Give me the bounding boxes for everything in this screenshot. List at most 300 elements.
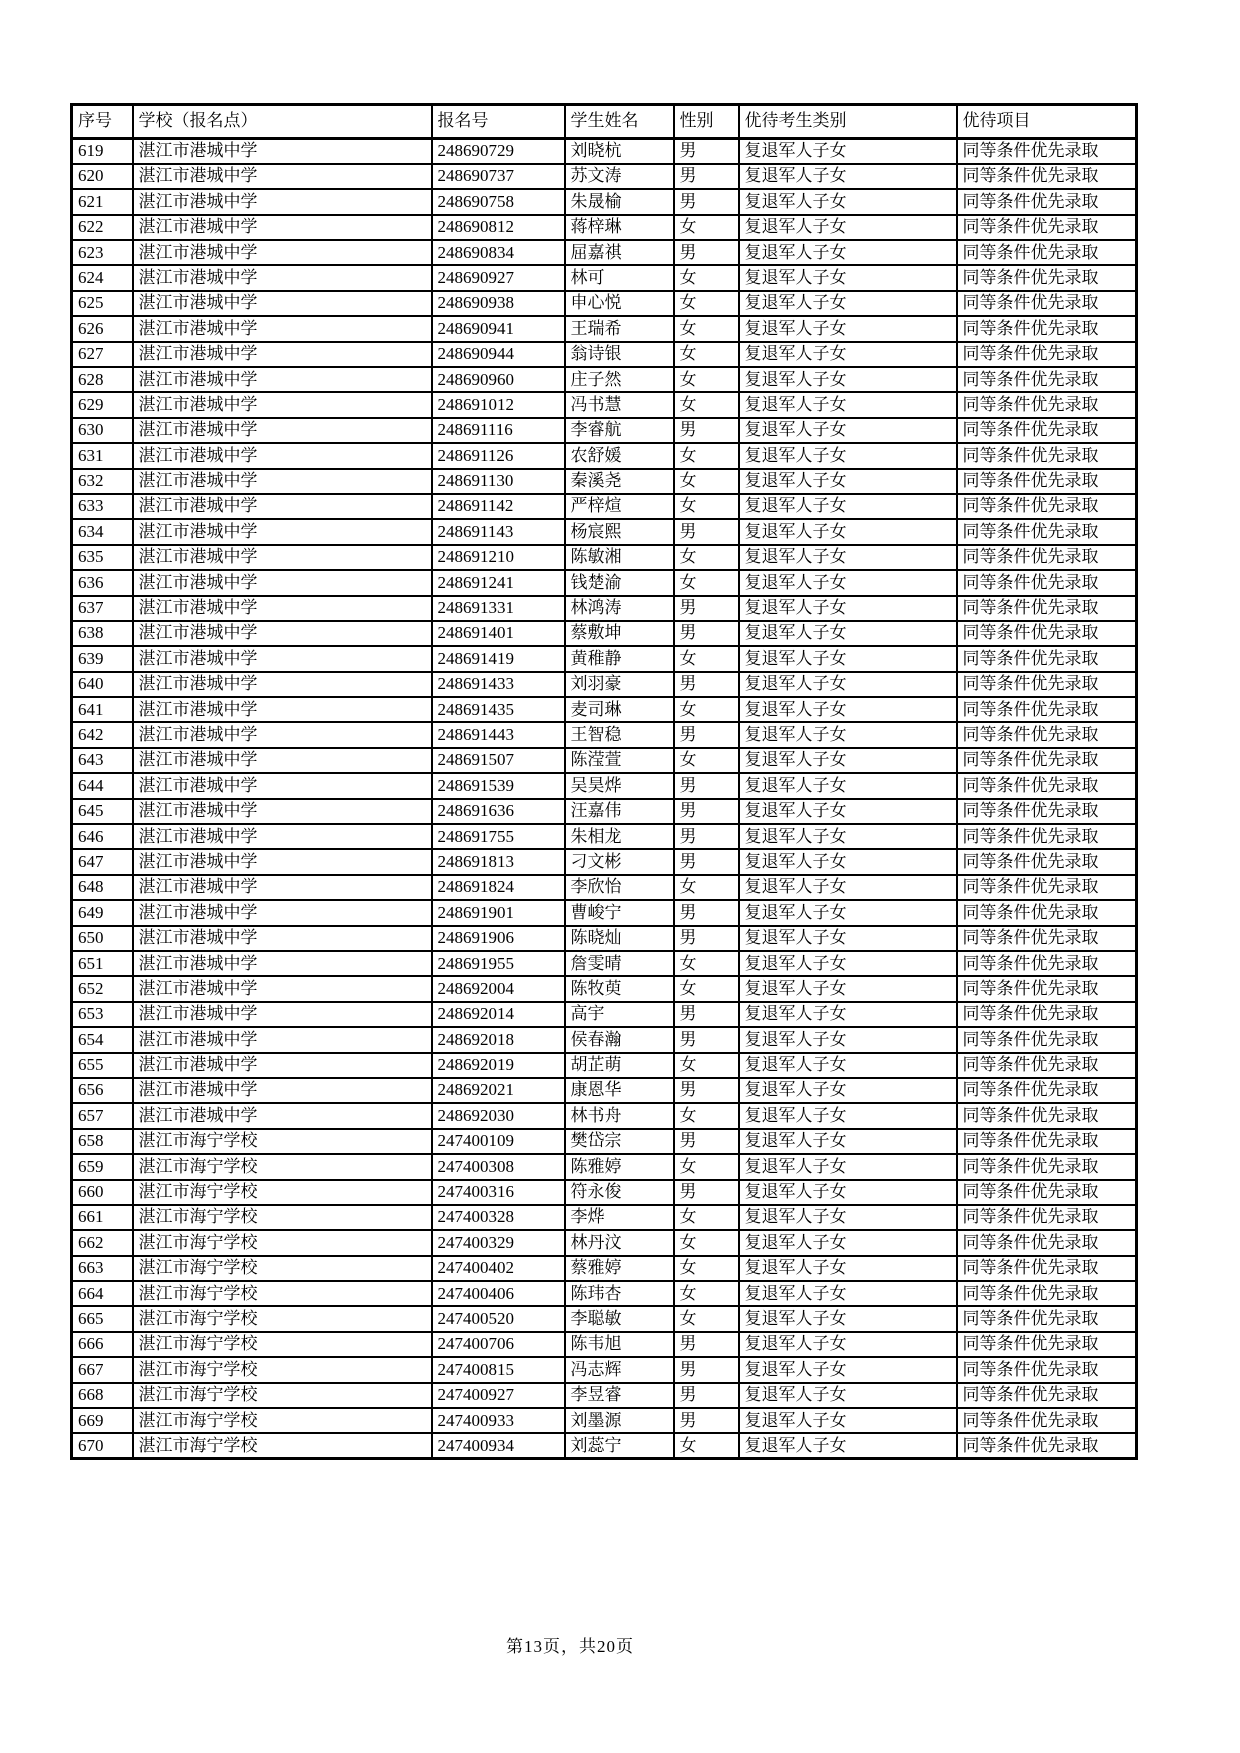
table-cell: 620 [72,164,133,189]
table-row [72,189,1137,214]
table-cell: 湛江市港城中学 [133,1002,432,1027]
table-cell: 陈玮杏 [565,1281,674,1306]
table-row [72,1103,1137,1128]
table-cell: 同等条件优先录取 [957,672,1137,697]
table-cell: 男 [674,1357,739,1382]
table-cell: 湛江市港城中学 [133,1103,432,1128]
table-cell: 朱相龙 [565,824,674,849]
table-cell: 符永俊 [565,1180,674,1205]
table-cell: 曹峻宁 [565,900,674,925]
table-row [72,443,1137,468]
table-row [72,570,1137,595]
table-cell: 申心悦 [565,291,674,316]
table-cell: 湛江市海宁学校 [133,1230,432,1255]
table-cell: 同等条件优先录取 [957,1129,1137,1154]
table-cell: 男 [674,900,739,925]
table-cell: 623 [72,240,133,265]
table-cell: 复退军人子女 [739,900,957,925]
table-cell: 男 [674,596,739,621]
table-cell: 女 [674,215,739,240]
table-cell: 湛江市港城中学 [133,342,432,367]
table-cell: 湛江市港城中学 [133,697,432,722]
table-cell: 248691126 [432,443,565,468]
table-cell: 248690834 [432,240,565,265]
table-cell: 女 [674,342,739,367]
table-cell: 同等条件优先录取 [957,392,1137,417]
table-cell: 659 [72,1154,133,1179]
table-cell: 247400329 [432,1230,565,1255]
col-header-student-name: 学生姓名 [565,105,674,139]
table-cell: 复退军人子女 [739,1408,957,1433]
table-cell: 陈敏湘 [565,545,674,570]
table-cell: 湛江市港城中学 [133,722,432,747]
table-cell: 248691142 [432,494,565,519]
table-cell: 湛江市港城中学 [133,926,432,951]
table-row [72,799,1137,824]
table-cell: 女 [674,951,739,976]
table-cell: 247400109 [432,1129,565,1154]
table-cell: 248691241 [432,570,565,595]
table-cell: 同等条件优先录取 [957,849,1137,874]
table-cell: 农舒媛 [565,443,674,468]
table-cell: 男 [674,1129,739,1154]
table-cell: 同等条件优先录取 [957,748,1137,773]
table-row [72,976,1137,1001]
table-cell: 湛江市港城中学 [133,215,432,240]
table-row [72,215,1137,240]
table-cell: 655 [72,1053,133,1078]
table-cell: 翁诗银 [565,342,674,367]
table-row [72,469,1137,494]
table-cell: 247400520 [432,1306,565,1331]
table-cell: 女 [674,367,739,392]
table-cell: 复退军人子女 [739,672,957,697]
table-cell: 男 [674,722,739,747]
table-cell: 同等条件优先录取 [957,824,1137,849]
table-cell: 662 [72,1230,133,1255]
table-cell: 同等条件优先录取 [957,1205,1137,1230]
table-cell: 女 [674,1256,739,1281]
table-cell: 蔡雅婷 [565,1256,674,1281]
table-cell: 654 [72,1027,133,1052]
table-cell: 湛江市港城中学 [133,773,432,798]
table-cell: 同等条件优先录取 [957,139,1137,164]
table-cell: 复退军人子女 [739,773,957,798]
table-cell: 634 [72,519,133,544]
table-cell: 湛江市海宁学校 [133,1383,432,1408]
table-cell: 湛江市海宁学校 [133,1332,432,1357]
table-row [72,1281,1137,1306]
table-cell: 同等条件优先录取 [957,215,1137,240]
table-cell: 同等条件优先录取 [957,951,1137,976]
table-cell: 同等条件优先录取 [957,240,1137,265]
table-cell: 657 [72,1103,133,1128]
table-cell: 复退军人子女 [739,418,957,443]
table-cell: 女 [674,570,739,595]
table-cell: 248691755 [432,824,565,849]
table-cell: 248691116 [432,418,565,443]
table-cell: 湛江市港城中学 [133,621,432,646]
table-cell: 同等条件优先录取 [957,1433,1137,1458]
table-cell: 湛江市港城中学 [133,392,432,417]
table-cell: 湛江市港城中学 [133,139,432,164]
table-row [72,875,1137,900]
table-cell: 女 [674,265,739,290]
table-row [72,164,1137,189]
table-cell: 李聪敏 [565,1306,674,1331]
table-cell: 男 [674,418,739,443]
table-cell: 女 [674,1306,739,1331]
table-cell: 复退军人子女 [739,1027,957,1052]
table-cell: 复退军人子女 [739,1129,957,1154]
table-cell: 630 [72,418,133,443]
table-cell: 同等条件优先录取 [957,1256,1137,1281]
table-cell: 同等条件优先录取 [957,1383,1137,1408]
table-cell: 624 [72,265,133,290]
table-cell: 同等条件优先录取 [957,469,1137,494]
table-cell: 同等条件优先录取 [957,621,1137,646]
table-cell: 复退军人子女 [739,367,957,392]
table-cell: 628 [72,367,133,392]
table-cell: 湛江市港城中学 [133,418,432,443]
table-cell: 男 [674,189,739,214]
table-row [72,519,1137,544]
table-cell: 248692030 [432,1103,565,1128]
table-cell: 656 [72,1078,133,1103]
table-cell: 复退军人子女 [739,291,957,316]
table-cell: 同等条件优先录取 [957,1180,1137,1205]
table-cell: 626 [72,316,133,341]
table-cell: 同等条件优先录取 [957,418,1137,443]
table-cell: 复退军人子女 [739,494,957,519]
table-row [72,494,1137,519]
table-cell: 621 [72,189,133,214]
table-cell: 吴昊烨 [565,773,674,798]
table-cell: 648 [72,875,133,900]
table-cell: 650 [72,926,133,951]
table-cell: 湛江市港城中学 [133,1027,432,1052]
table-cell: 248691435 [432,697,565,722]
table-cell: 湛江市港城中学 [133,265,432,290]
table-cell: 同等条件优先录取 [957,773,1137,798]
table-cell: 复退军人子女 [739,722,957,747]
table-cell: 女 [674,392,739,417]
table-cell: 637 [72,596,133,621]
col-header-gender: 性别 [674,105,739,139]
table-cell: 湛江市海宁学校 [133,1281,432,1306]
table-cell: 复退军人子女 [739,926,957,951]
table-cell: 男 [674,824,739,849]
table-cell: 湛江市港城中学 [133,1078,432,1103]
table-cell: 女 [674,1053,739,1078]
table-cell: 李昱睿 [565,1383,674,1408]
table-cell: 男 [674,799,739,824]
table-cell: 湛江市海宁学校 [133,1205,432,1230]
table-cell: 复退军人子女 [739,1053,957,1078]
table-cell: 复退军人子女 [739,1332,957,1357]
table-cell: 李烨 [565,1205,674,1230]
table-cell: 同等条件优先录取 [957,1306,1137,1331]
table-cell: 248692004 [432,976,565,1001]
table-cell: 湛江市海宁学校 [133,1357,432,1382]
table-row [72,596,1137,621]
table-row [72,672,1137,697]
table-cell: 男 [674,773,739,798]
table-cell: 黄稚静 [565,646,674,671]
table-cell: 667 [72,1357,133,1382]
table-cell: 663 [72,1256,133,1281]
table-cell: 湛江市海宁学校 [133,1154,432,1179]
table-cell: 645 [72,799,133,824]
table-cell: 屈嘉祺 [565,240,674,265]
table-cell: 247400927 [432,1383,565,1408]
table-cell: 女 [674,1230,739,1255]
table-cell: 李睿航 [565,418,674,443]
table-cell: 王智稳 [565,722,674,747]
table-row [72,392,1137,417]
table-cell: 同等条件优先录取 [957,1103,1137,1128]
table-cell: 643 [72,748,133,773]
table-cell: 638 [72,621,133,646]
col-header-school: 学校（报名点） [133,105,432,139]
table-cell: 女 [674,443,739,468]
table-cell: 湛江市港城中学 [133,291,432,316]
table-cell: 639 [72,646,133,671]
table-cell: 男 [674,1383,739,1408]
table-cell: 湛江市海宁学校 [133,1306,432,1331]
table-cell: 蔡敷坤 [565,621,674,646]
table-cell: 同等条件优先录取 [957,189,1137,214]
table-body [72,139,1137,1459]
table-cell: 复退军人子女 [739,1002,957,1027]
table-cell: 248690729 [432,139,565,164]
table-cell: 635 [72,545,133,570]
table-cell: 詹雯晴 [565,951,674,976]
table-cell: 同等条件优先录取 [957,265,1137,290]
table-cell: 248691824 [432,875,565,900]
table-cell: 侯春瀚 [565,1027,674,1052]
table-cell: 刘羽豪 [565,672,674,697]
table-cell: 女 [674,1205,739,1230]
table-cell: 湛江市港城中学 [133,240,432,265]
table-cell: 同等条件优先录取 [957,545,1137,570]
table-cell: 248691813 [432,849,565,874]
table-cell: 李欣怡 [565,875,674,900]
col-header-index: 序号 [72,105,133,139]
table-cell: 女 [674,697,739,722]
table-cell: 248690758 [432,189,565,214]
table-cell: 复退军人子女 [739,519,957,544]
table-cell: 男 [674,849,739,874]
table-row [72,621,1137,646]
table-cell: 复退军人子女 [739,1357,957,1382]
table-cell: 625 [72,291,133,316]
table-cell: 248690812 [432,215,565,240]
table-cell: 652 [72,976,133,1001]
table-row [72,824,1137,849]
table-row [72,342,1137,367]
table-row [72,1129,1137,1154]
table-cell: 女 [674,291,739,316]
table-cell: 247400934 [432,1433,565,1458]
table-cell: 248691906 [432,926,565,951]
table-cell: 湛江市海宁学校 [133,1408,432,1433]
table-cell: 女 [674,494,739,519]
table-cell: 湛江市港城中学 [133,1053,432,1078]
table-cell: 248690941 [432,316,565,341]
table-cell: 248691955 [432,951,565,976]
table-cell: 同等条件优先录取 [957,164,1137,189]
table-cell: 同等条件优先录取 [957,1002,1137,1027]
table-cell: 湛江市港城中学 [133,316,432,341]
table-cell: 636 [72,570,133,595]
table-cell: 林书舟 [565,1103,674,1128]
table-cell: 复退军人子女 [739,1230,957,1255]
table-cell: 男 [674,926,739,951]
table-cell: 248691443 [432,722,565,747]
table-cell: 658 [72,1129,133,1154]
table-cell: 林鸿涛 [565,596,674,621]
table-cell: 660 [72,1180,133,1205]
col-header-preferential-item: 优待项目 [957,105,1137,139]
table-cell: 同等条件优先录取 [957,1230,1137,1255]
table-cell: 复退军人子女 [739,469,957,494]
table-cell: 蒋梓琳 [565,215,674,240]
table-cell: 湛江市港城中学 [133,900,432,925]
table-cell: 陈滢萱 [565,748,674,773]
table-cell: 同等条件优先录取 [957,976,1137,1001]
table-cell: 248691401 [432,621,565,646]
table-row [72,1230,1137,1255]
table-cell: 女 [674,748,739,773]
table-cell: 同等条件优先录取 [957,596,1137,621]
table-cell: 661 [72,1205,133,1230]
table-row [72,265,1137,290]
table-cell: 248691901 [432,900,565,925]
table-row [72,1357,1137,1382]
table-cell: 复退军人子女 [739,545,957,570]
table-cell: 男 [674,672,739,697]
table-cell: 647 [72,849,133,874]
table-cell: 严梓煊 [565,494,674,519]
table-cell: 复退军人子女 [739,596,957,621]
table-cell: 同等条件优先录取 [957,1053,1137,1078]
table-cell: 247400308 [432,1154,565,1179]
table-cell: 女 [674,875,739,900]
table-cell: 男 [674,1180,739,1205]
table-cell: 湛江市海宁学校 [133,1256,432,1281]
table-cell: 女 [674,469,739,494]
table-row [72,1205,1137,1230]
table-header-row [72,105,1137,139]
table-row [72,1383,1137,1408]
table-cell: 复退军人子女 [739,1103,957,1128]
table-row [72,926,1137,951]
col-header-candidate-category: 优待考生类别 [739,105,957,139]
table-row [72,1078,1137,1103]
table-cell: 湛江市港城中学 [133,164,432,189]
table-cell: 刘晓杭 [565,139,674,164]
table-cell: 男 [674,1002,739,1027]
table-cell: 复退军人子女 [739,849,957,874]
table-cell: 樊岱宗 [565,1129,674,1154]
table-cell: 同等条件优先录取 [957,367,1137,392]
table-row [72,1180,1137,1205]
table-cell: 女 [674,316,739,341]
table-cell: 湛江市海宁学校 [133,1129,432,1154]
table-cell: 湛江市港城中学 [133,519,432,544]
table-cell: 汪嘉伟 [565,799,674,824]
table-cell: 冯书慧 [565,392,674,417]
table-cell: 男 [674,1078,739,1103]
table-cell: 复退军人子女 [739,1256,957,1281]
table-row [72,773,1137,798]
table-cell: 湛江市港城中学 [133,596,432,621]
table-cell: 胡芷萌 [565,1053,674,1078]
table-cell: 湛江市港城中学 [133,748,432,773]
table-cell: 朱晟榆 [565,189,674,214]
table-cell: 631 [72,443,133,468]
page-indicator: 第13页，共20页 [506,1637,634,1656]
table-cell: 248690960 [432,367,565,392]
table-row [72,418,1137,443]
table-cell: 陈牧萸 [565,976,674,1001]
table-row [72,1256,1137,1281]
table-cell: 248692021 [432,1078,565,1103]
table-cell: 陈雅婷 [565,1154,674,1179]
table-cell: 湛江市港城中学 [133,824,432,849]
table-cell: 同等条件优先录取 [957,722,1137,747]
table-cell: 664 [72,1281,133,1306]
table-cell: 复退军人子女 [739,1180,957,1205]
table-cell: 复退军人子女 [739,1383,957,1408]
table-cell: 女 [674,545,739,570]
table-cell: 陈韦旭 [565,1332,674,1357]
table-row [72,849,1137,874]
table-cell: 湛江市港城中学 [133,672,432,697]
table-cell: 复退军人子女 [739,1306,957,1331]
table-cell: 湛江市海宁学校 [133,1433,432,1458]
table-row [72,748,1137,773]
table-cell: 女 [674,646,739,671]
table-cell: 湛江市港城中学 [133,799,432,824]
table-cell: 632 [72,469,133,494]
table-cell: 麦司琳 [565,697,674,722]
table-cell: 陈晓灿 [565,926,674,951]
table-cell: 复退军人子女 [739,748,957,773]
table-cell: 665 [72,1306,133,1331]
table-cell: 复退军人子女 [739,1154,957,1179]
table-cell: 248691433 [432,672,565,697]
table-cell: 男 [674,1332,739,1357]
table-cell: 女 [674,1281,739,1306]
table-cell: 同等条件优先录取 [957,900,1137,925]
table-cell: 247400402 [432,1256,565,1281]
table-cell: 女 [674,1433,739,1458]
table-row [72,1027,1137,1052]
table-cell: 同等条件优先录取 [957,342,1137,367]
table-cell: 640 [72,672,133,697]
table-row [72,1408,1137,1433]
table-cell: 248691331 [432,596,565,621]
table-row [72,316,1137,341]
table-cell: 247400933 [432,1408,565,1433]
table-cell: 湛江市港城中学 [133,545,432,570]
table-cell: 666 [72,1332,133,1357]
table-cell: 633 [72,494,133,519]
table-cell: 同等条件优先录取 [957,1357,1137,1382]
table-cell: 复退军人子女 [739,240,957,265]
